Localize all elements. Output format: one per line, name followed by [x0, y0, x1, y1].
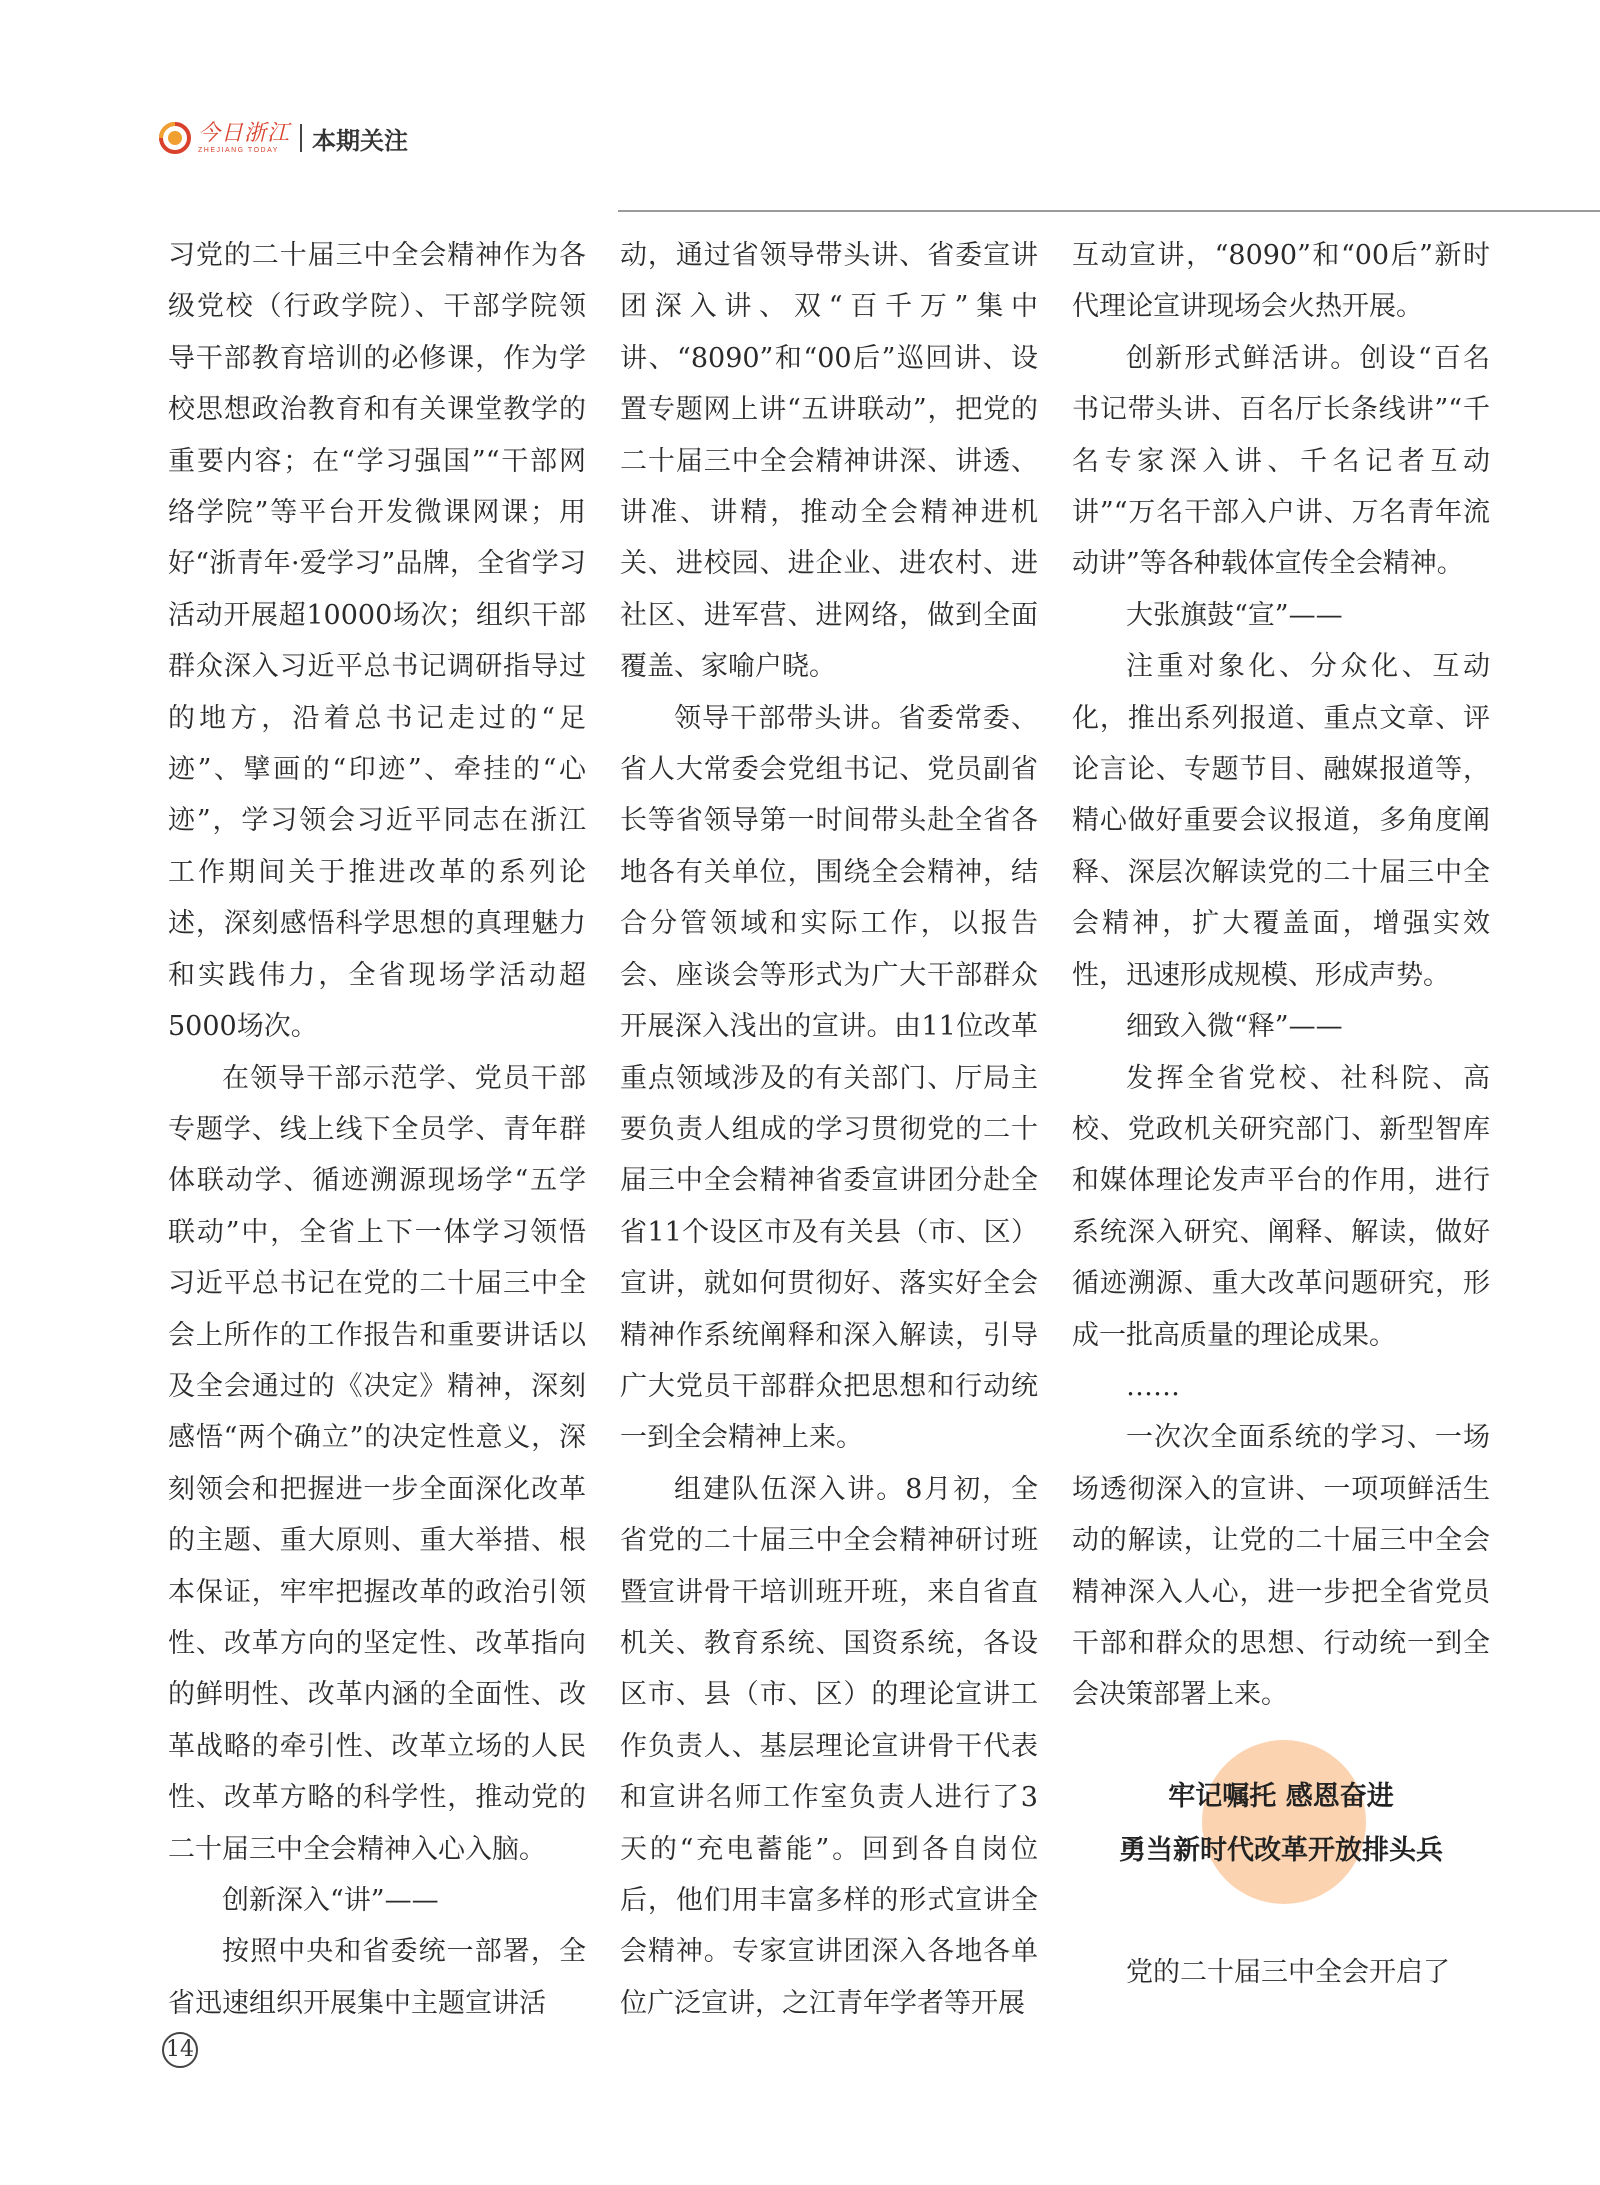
- logo-cn-text: 今日浙江: [198, 120, 291, 146]
- section-heading: 细致入微“释”——: [1126, 1011, 1343, 1043]
- paragraph: 领导干部带头讲。省委常委、省人大常委会党组书记、党员副省长等省领导第一时间带头赴全省各地各有关单位，围绕全会精神，结合分管领域和实际工作，以报告会、座谈会等形式为广大干部群众开展深入浅出的宣讲。由11位改革重点领域涉及的有关部门、厅局主要负责人组成的学习贯彻党的二十届三中全会精神省委宣讲团分赴全省11个设区市及有关县（市、区）宣讲，就如何贯彻好、落实好全会精神作系统阐释和深入解读，引导广大党员干部群众把思想和行动统一到全会精神上来。: [620, 702, 1038, 1454]
- logo-swirl-icon: [158, 121, 192, 155]
- paragraph: 注重对象化、分众化、互动化，推出系列报道、重点文章、评论言论、专题节目、融媒报道等，精心做好重要会议报道，多角度阐释、深层次解读党的二十届三中全会精神，扩大覆盖面，增强实效性，迅速形成规模、形成声势。: [1072, 651, 1490, 991]
- section-heading: 大张旗鼓“宣”——: [1126, 599, 1343, 631]
- paragraph: 按照中央和省委统一部署，全省迅速组织开展集中主题宣讲活: [168, 1936, 586, 2019]
- column-2: [620, 230, 1038, 2029]
- paragraph: 创新形式鲜活讲。创设“百名书记带头讲、百名厅长条线讲”“千名专家深入讲、千名记者互动讲”“万名干部入户讲、万名青年流动讲”等各种载体宣传全会精神。: [1072, 342, 1490, 580]
- page-number: 14: [162, 2032, 198, 2068]
- ellipsis: ……: [1126, 1370, 1180, 1402]
- subheading-block: [1072, 1740, 1490, 1910]
- subheading-line-1: 牢记嘱托 感恩奋进: [1168, 1781, 1394, 1812]
- paragraph: 互动宣讲，“8090”和“00后”新时代理论宣讲现场会火热开展。: [1072, 240, 1490, 323]
- column-3: [1072, 230, 1490, 1721]
- paragraph: 习党的二十届三中全会精神作为各级党校（行政学院）、干部学院领导干部教育培训的必修课，作为学校思想政治教育和有关课堂教学的重要内容；在“学习强国”“干部网络学院”等平台开发微课网课；用好“浙青年·爱学习”品牌，全省学习活动开展超10000场次；组织干部群众深入习近平总书记调研指导过的地方，沿着总书记走过的“足迹”、擘画的“印迹”、牵挂的“心迹”，学习领会习近平同志在浙江工作期间关于推进改革的系列论述，深刻感悟科学思想的真理魅力和实践伟力，全省现场学活动超5000场次。: [168, 240, 586, 1043]
- paragraph: 发挥全省党校、社科院、高校、党政机关研究部门、新型智库和媒体理论发声平台的作用，进行系统深入研究、阐释、解读，做好循迹溯源、重大改革问题研究，形成一批高质量的理论成果。: [1072, 1062, 1490, 1351]
- subheading: [1072, 1770, 1490, 1878]
- subheading-line-2: 勇当新时代改革开放排头兵: [1119, 1835, 1443, 1866]
- section-heading: 创新深入“讲”——: [222, 1885, 439, 1916]
- column-1: [168, 230, 586, 2029]
- paragraph: 动，通过省领导带头讲、省委宣讲团深入讲、双“百千万”集中讲、“8090”和“00后”巡回讲、设置专题网上讲“五讲联动”，把党的二十届三中全会精神讲深、讲透、讲准、讲精，推动全会精神进机关、进校园、进企业、进农村、进社区、进军营、进网络，做到全面覆盖、家喻户晓。: [620, 240, 1038, 683]
- logo-en-text: ZHEJIANG TODAY: [198, 146, 279, 154]
- paragraph: 党的二十届三中全会开启了: [1126, 1957, 1450, 1988]
- magazine-logo: [158, 121, 290, 155]
- section-title: 本期关注: [312, 126, 409, 155]
- paragraph: 组建队伍深入讲。8月初，全省党的二十届三中全会精神研讨班暨宣讲骨干培训班开班，来自省直机关、教育系统、国资系统，各设区市、县（市、区）的理论宣讲工作负责人、基层理论宣讲骨干代表和宣讲名师工作室负责人进行了3天的“充电蓄能”。回到各自岗位后，他们用丰富多样的形式宣讲全会精神。专家宣讲团深入各地各单位广泛宣讲，之江青年学者等开展: [620, 1473, 1038, 2019]
- paragraph: 一次次全面系统的学习、一场场透彻深入的宣讲、一项项鲜活生动的解读，让党的二十届三中全会精神深入人心，进一步把全省党员干部和群众的思想、行动统一到全会决策部署上来。: [1072, 1422, 1490, 1711]
- top-rule: [618, 210, 1600, 212]
- paragraph: 在领导干部示范学、党员干部专题学、线上线下全员学、青年群体联动学、循迹溯源现场学“五学联动”中，全省上下一体学习领悟习近平总书记在党的二十届三中全会上所作的工作报告和重要讲话以及全会通过的《决定》精神，深刻感悟“两个确立”的决定性意义，深刻领会和把握进一步全面深化改革的主题、重大原则、重大举措、根本保证，牢牢把握改革的政治引领性、改革方向的坚定性、改革指向的鲜明性、改革内涵的全面性、改革战略的牵引性、改革立场的人民性、改革方略的科学性，推动党的二十届三中全会精神入心入脑。: [168, 1062, 586, 1865]
- page-header: [158, 118, 408, 158]
- header-divider: [300, 124, 302, 152]
